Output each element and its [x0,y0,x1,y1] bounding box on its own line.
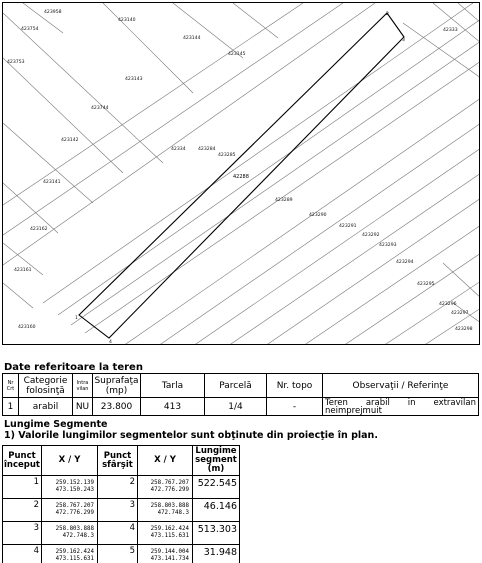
start-y: 473.115.631 [55,556,94,562]
parcel-label: 423291 [339,224,357,229]
parcel-label: 423958 [44,10,62,15]
col-nr-crt: Nr Crt [3,374,19,398]
parcel-label: 423284 [198,147,216,152]
cell-suprafata: 23.800 [93,398,141,416]
end-x: 259.144.004 [150,549,189,555]
start-y: 473.150.243 [55,487,94,493]
parcel-label: 423140 [118,18,136,23]
cell-start-point: 3 [3,522,42,545]
parcel-label: 423145 [228,52,246,57]
cell-start-xy [42,545,98,563]
cell-start-xy [42,522,98,545]
section-title: Date referitoare la teren [4,362,143,373]
col-observatii: Observaţii / Referinţe [323,374,479,398]
start-x: 258.767.207 [55,503,94,509]
col-intravilan: Intra vilan [73,374,93,398]
parcel-label: 423143 [125,77,143,82]
cell-observatii: Teren arabil in extravilan neimprejmuit [323,398,479,416]
col-punct-sfarsit: Punct sfârşit [98,446,138,476]
cell-parcela: 1/4 [205,398,267,416]
parcel-label: 423753 [7,60,25,65]
parcel-label: 423296 [439,302,457,307]
cell-intravilan: NU [73,398,93,416]
parcel-label: 423142 [61,138,79,143]
cell-length: 522.545 [193,476,240,499]
table-row [3,476,240,499]
parcel-label: 423285 [218,153,236,158]
col-nr-topo: Nr. topo [267,374,323,398]
segments-title: Lungime Segmente [4,419,108,430]
col-categorie: Categorie folosinţă [19,374,73,398]
cell-nr-topo: - [267,398,323,416]
end-x: 258.803.888 [150,503,189,509]
cell-end-xy [138,522,193,545]
cell-start-xy [42,499,98,522]
cell-length: 31.948 [193,545,240,563]
parcel-label: 423160 [18,325,36,330]
cell-end-point: 4 [98,522,138,545]
cell-length: 46.146 [193,499,240,522]
segments-table [2,445,240,563]
cell-start-point: 1 [3,476,42,499]
parcel-label: 423162 [30,227,48,232]
parcel-label: 423141 [43,180,61,185]
parcel-label: 423744 [91,106,109,111]
parcel-label: 42334 [171,147,186,152]
parcel-label: 423293 [379,243,397,248]
cadastral-plan [3,3,480,345]
start-x: 258.803.888 [55,526,94,532]
col-lungime: Lungime segment (m) [193,446,240,476]
col-punct-inceput: Punct început [3,446,42,476]
cell-end-point: 2 [98,476,138,499]
parcel-label: 423294 [396,260,414,265]
col-xy-end: X / Y [138,446,193,476]
start-x: 259.152.139 [55,480,94,486]
vertex-label: 2 [386,12,389,17]
main-parcel-label: 42288 [233,174,249,180]
parcel-label: 423289 [275,198,293,203]
cell-start-point: 2 [3,499,42,522]
col-parcela: Parcelă [205,374,267,398]
cadastral-map [2,2,480,345]
end-y: 473.115.631 [150,533,189,539]
parcel-label: 423297 [451,311,469,316]
cell-end-xy [138,499,193,522]
end-y: 472.748.3 [157,510,189,516]
col-tarla: Tarla [141,374,205,398]
cell-tarla: 413 [141,398,205,416]
end-x: 258.767.207 [150,480,189,486]
end-x: 259.162.424 [150,526,189,532]
vertex-label: 1 [75,316,78,321]
parcel-label: 423290 [309,213,327,218]
start-y: 472.776.299 [55,510,94,516]
cell-end-point: 3 [98,499,138,522]
table-row [3,499,240,522]
cell-end-point: 5 [98,545,138,563]
cell-end-xy [138,476,193,499]
col-suprafata: Suprafaţa (mp) [94,375,139,396]
segments-header-row [3,446,240,476]
cell-start-point: 4 [3,545,42,563]
start-y: 472.748.3 [62,533,94,539]
cell-nr: 1 [3,398,19,416]
end-y: 472.776.299 [150,487,189,493]
segments-subtitle: 1) Valorile lungimilor segmentelor sunt obţinute din proiecţie în plan. [4,430,378,441]
col-xy-start: X / Y [42,446,98,476]
parcel-label: 42333 [443,28,458,33]
start-x: 259.162.424 [55,549,94,555]
vertex-label: 3 [402,38,405,43]
parcel-label: 423298 [455,327,473,332]
land-table-header-row [3,374,479,398]
cell-length: 513.303 [193,522,240,545]
parcel-label: 423292 [362,233,380,238]
table-row [3,545,240,563]
parcel-label: 423295 [417,282,435,287]
parcel-label: 423161 [14,268,32,273]
table-row [3,522,240,545]
table-row [3,398,479,416]
vertex-label: 4 [109,340,112,345]
parcel-label: 423144 [183,36,201,41]
end-y: 473.141.734 [150,556,189,562]
cell-end-xy [138,545,193,563]
cell-start-xy [42,476,98,499]
cell-categorie: arabil [19,398,73,416]
parcel-label: 423754 [21,27,39,32]
land-data-table [2,373,479,416]
